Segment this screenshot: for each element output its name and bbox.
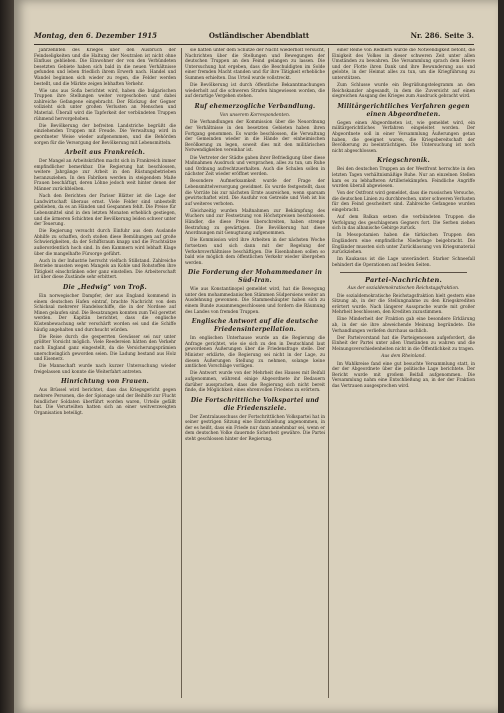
- article-paragraph: sie hatten unter dem Schutze der Nacht wiederholt versucht, Nachrichten über die Stellungen und Bewegungen der deutschen Truppen an den Feind gelangen zu lassen. Die Untersuchung hat ergeben, dass die Beschuldigten im Solde einer fremden Macht standen und für ihre Tätigkeit erhebliche Summen erhielten. Das Urteil wurde vollstreckt.: [185, 48, 325, 81]
- issue-number: Nr. 286. Seite 3.: [410, 31, 474, 40]
- article-paragraph: Auf dem Balkan setzen die verbündeten Truppen die Verfolgung des geschlagenen Gegners fort. Die Serben ziehen sich in das albanische Gebirge zurück.: [332, 215, 475, 232]
- article-paragraph: Die sozialdemokratische Reichstagsfraktion hielt gestern eine Sitzung ab, in der die Stellungnahme zu den Kriegskrediten erörtert wurde. Nach längerer Aussprache wurde mit großer Mehrheit beschlossen, den Krediten zuzustimmen.: [332, 293, 475, 316]
- article-paragraph: Die Kommission wird ihre Arbeiten in der nächsten Woche fortsetzen und sich dann mit der Regelung der Verkehrsverhältnisse beschäftigen. Die Eisenbahnen sollen so bald wie möglich dem öffentlichen Verkehr wieder übergeben werden.: [185, 238, 325, 266]
- article-paragraph: Die Bevölkerung ist durch öffentliche Bekanntmachungen wiederholt auf die schweren Strafen hingewiesen worden, die auf derartige Vergehen stehen.: [185, 83, 325, 100]
- article-paragraph: Die Verhandlungen der Kommission über die Neuordnung der Verhältnisse in den besetzten Gebieten haben ihren Fortgang genommen. Es wurde beschlossen, die Verwaltung der Gemeinden wieder in die Hände der einheimischen Bevölkerung zu legen, soweit dies mit den militärischen Notwendigkeiten vereinbar ist.: [185, 120, 325, 154]
- article-paragraph: Im Wahlkreise fand eine gut besuchte Versammlung statt, in der der Abgeordnete über die politische Lage berichtete. Der Bericht wurde mit großem Beifall aufgenommen. Die Versammlung nahm eine Entschließung an, in der der Fraktion das Vertrauen ausgesprochen wird.: [332, 361, 475, 389]
- column-2: [181, 48, 325, 698]
- article-paragraph: Im Kaukasus ist die Lage unverändert. Starker Schneefall behindert die Operationen auf beiden Seiten.: [332, 257, 475, 268]
- column-3: [328, 48, 475, 698]
- article-paragraph: Jahrzehnten des Krieges über den Ausbruch der Feindseligkeiten und die Haltung der Neutralen ist nicht ohne Einfluss geblieben. Die Einwohner der von den Verbündeten besetzten Gebiete haben sich bald in die neuen Verhältnisse gefunden und leben friedlich ihrem Erwerb nach. Handel und Wandel beginnen sich wieder zu regen, die Felder werden bestellt, und die Märkte zeigen lebhaften Verkehr.: [34, 48, 176, 87]
- article-paragraph: Wie uns aus Sofia berichtet wird, haben die bulgarischen Truppen ihre Stellungen weiter vorgeschoben und dabei zahlreiche Gefangene eingebracht. Der Rückzug der Gegner vollzieht sich unter großen Verlusten an Menschen und Material. Überall wird die Tapferkeit der verbündeten Truppen rühmend hervorgehoben.: [34, 88, 176, 122]
- article-paragraph: Bei den deutschen Truppen an der Westfront herrschte in den letzten Tagen verhältnismäßige Ruhe. Nur an einzelnen Stellen kam es zu lebhafteren Artilleriekämpfen. Feindliche Angriffe wurden überall abgewiesen.: [332, 167, 475, 190]
- article-paragraph: Die Bevölkerung der befreiten Landstriche begrüßt die einziehenden Truppen mit Freude. Die Verwaltung wird in geordneter Weise wieder aufgenommen, und die Behörden sorgen für die Versorgung der Bevölkerung mit Lebensmitteln.: [34, 123, 176, 146]
- paper-title: Ostländischer Abendblatt: [208, 31, 310, 40]
- article-paragraph: Eine Minderheit der Fraktion gab eine besondere Erklärung ab, in der sie ihre abweichende Meinung begründete. Die Verhandlungen verliefen durchaus sachlich.: [332, 317, 475, 334]
- article-paragraph: Die Antwort wurde von der Mehrheit des Hauses mit Beifall aufgenommen, während einige Abgeordnete ihr Bedauern darüber aussprachen, dass die Regierung sich nicht bereit finde, die Möglichkeit eines ehrenvollen Friedens zu erörtern.: [185, 371, 325, 394]
- article-paragraph: Aus Brüssel wird berichtet, dass das Kriegsgericht gegen mehrere Personen, die der Spionage und der Beihilfe zur Flucht feindlicher Soldaten überführt worden waren, Urteile gefällt hat. Die Verurteilten hatten sich an einer weitverzweigten Organisation beteiligt.: [34, 388, 176, 416]
- issue-date: Montag, den 6. Dezember 1915: [34, 31, 157, 40]
- article-paragraph: In Mesopotamien haben die türkischen Truppen den Engländern eine empfindliche Niederlage beigebracht. Die Engländer mussten sich unter Zurücklassung von Kriegsmaterial zurückziehen.: [332, 233, 475, 256]
- article-headline: Militärgerichtliches Verfahren gegen einen Abgeordneten.: [337, 102, 470, 118]
- article-headline: Ruf ehemerzogliche Verbandlung.: [194, 102, 316, 110]
- article-paragraph: Gleichzeitig wurden Maßnahmen zur Bekämpfung des Wuchers und zur Festsetzung von Höchstpreisen beschlossen. Händler, die diese Preise überschreiten, haben strenge Bestrafung zu gewärtigen. Die Bevölkerung hat diese Anordnungen mit Genugtuung aufgenommen.: [185, 208, 325, 237]
- article-paragraph: Der Mangel an Arbeitskräften macht sich in Frankreich immer empfindlicher bemerkbar. Die Regierung hat beschlossen, weitere Jahrgänge zur Arbeit in den Rüstungsbetrieben heranzuziehen. In den Fabriken werden in steigendem Maße Frauen beschäftigt, deren Löhne jedoch weit hinter denen der Männer zurückbleiben.: [34, 159, 176, 193]
- article-headline: Die Fortschrittliche Volkspartei und die Friedensziele.: [190, 396, 320, 412]
- article-subheadline: Von unserem Korrespondenten.: [219, 112, 291, 118]
- column-1: [34, 48, 176, 698]
- section-divider: [340, 272, 467, 273]
- masthead: [34, 30, 474, 45]
- article-paragraph: Im englischen Unterhause wurde an die Regierung die Anfrage gerichtet, wie sie sich zu den in Deutschland laut gewordenen Äußerungen über die Friedensfrage stelle. Der Minister erklärte, die Regierung sei nicht in der Lage, zu diesen Äußerungen Stellung zu nehmen, solange keine amtlichen Vorschläge vorlägen.: [185, 336, 325, 370]
- article-paragraph: Die Regierung versucht durch Einfuhr aus dem Auslande Abhilfe zu schaffen, doch stoßen diese Bemühungen auf große Schwierigkeiten, da der Schiffsraum knapp und die Frachtsätze außerordentlich hoch sind. In den Kammern wird lebhaft Klage über die mangelhafte Fürsorge geführt.: [34, 229, 176, 257]
- article-paragraph: Gegen einen Abgeordneten ist, wie gemeldet wird, ein militärgerichtliches Verfahren eingeleitet worden. Der Abgeordnete soll in einer Versammlung Äußerungen getan haben, die geeignet waren, die Kriegsbereitschaft der Bevölkerung zu beeinträchtigen. Die Untersuchung ist noch nicht abgeschlossen.: [332, 120, 475, 154]
- article-paragraph: Wie aus Konstantinopel gemeldet wird, hat die Bewegung unter den mohammedanischen Stämmen Südpersiens weiter an Ausdehnung gewonnen. Die Stammeshäupter haben sich zu einem Bunde zusammengeschlossen und fordern die Räumung des Landes von fremden Truppen.: [185, 287, 325, 315]
- article-headline: Englische Antwort auf die deutsche Friedensinterpellation.: [191, 318, 319, 334]
- article-paragraph: Die Vertreter der Städte gaben ihrer Befriedigung über diese Maßnahmen Ausdruck und versprachen, alles zu tun, um Ruhe und Ordnung aufrechtzuerhalten. Auch die Schulen sollen in nächster Zeit wieder eröffnet werden.: [185, 155, 325, 178]
- article-subheadline: Aus dem Rheinland.: [381, 353, 426, 359]
- article-paragraph: Die Mannschaft wurde nach kurzer Untersuchung wieder freigelassen und konnte die Weiterfahrt antreten.: [34, 364, 176, 375]
- article-paragraph: Der Parteivorstand hat die Parteigenossen aufgefordert, die Einheit der Partei unter allen Umständen zu wahren und die Meinungsverschiedenheiten nicht in die Öffentlichkeit zu tragen.: [332, 335, 475, 352]
- article-paragraph: Von der Ostfront wird gemeldet, dass die russischen Versuche, die deutschen Linien zu durchbrechen, unter schweren Verlusten für den Feind gescheitert sind. Zahlreiche Gefangene wurden eingebracht.: [332, 191, 475, 214]
- article-paragraph: Auch in der Industrie herrscht vielfach Stillstand. Zahlreiche Betriebe mussten wegen Mangels an Kohle und Rohstoffen ihre Tätigkeit einschränken oder ganz einstellen. Die Arbeiterschaft ist über diese Zustände sehr erbittert.: [34, 258, 176, 281]
- article-subheadline: Aus der sozialdemokratischen Reichstagsfraktion.: [347, 285, 460, 291]
- article-paragraph: einer Reihe von Rednern wurde die Notwendigkeit betont, die Einigkeit des Volkes in dieser schweren Zeit unter allen Umständen zu bewahren. Die Versammlung sprach dem Heere und der Flotte ihren Dank und ihre Bewunderung aus und gelobte, in der Heimat alles zu tun, um die Kriegführung zu unterstützen.: [332, 48, 475, 81]
- article-headline: Hinrichtung von Frauen.: [61, 378, 149, 386]
- book-spine: [0, 0, 14, 713]
- article-paragraph: Ein norwegischer Dampfer, der aus England kommend in einem deutschen Hafen eintraf, brachte Nachricht von dem Schicksal mehrerer Handelsschiffe, die in der Nordsee auf Minen gelaufen sind. Die Besatzungen konnten zum Teil gerettet werden. Der Kapitän berichtet, dass die englische Küstenbewachung sehr verschärft worden sei und die Schiffe häufig angehalten und durchsucht würden.: [34, 294, 176, 333]
- article-headline: Die Forderung der Mohammedaner in Süd-Iran.: [187, 269, 323, 285]
- article-paragraph: Der Zentralausschuss der Fortschrittlichen Volkspartei hat in seiner gestrigen Sitzung eine Entschließung angenommen, in der es heißt, dass ein Friede nur dann annehmbar sei, wenn er dem deutschen Volke dauernde Sicherheit gewähre. Die Partei steht geschlossen hinter der Regierung.: [185, 414, 325, 443]
- article-paragraph: Die Reise durch die gesperrten Gewässer sei nur unter größter Vorsicht möglich. Viele Reedereien hätten den Verkehr nach England ganz eingestellt, da die Versicherungsprämien unerschwinglich geworden seien. Die Ladung bestand aus Holz und Eisenerz.: [34, 334, 176, 363]
- article-headline: Arbeit aus Frankreich.: [64, 149, 146, 157]
- article-paragraph: Zum Schlusse wurde ein Begrüßungstelegramm an den Reichskanzler abgesandt, in dem die Zuversicht auf einen siegreichen Ausgang des Krieges zum Ausdruck gebracht wird.: [332, 83, 475, 100]
- article-headline: Kriegschronik.: [377, 157, 430, 165]
- article-headline: Partei-Nachrichten.: [364, 275, 443, 284]
- article-paragraph: Besondere Aufmerksamkeit wurde der Frage der Lebensmittelversorgung gewidmet. Es wurde festgestellt, dass die Vorräte bis zur nächsten Ernte ausreichen, wenn sparsam gewirtschaftet wird. Die Ausfuhr von Getreide und Vieh ist bis auf weiteres verboten.: [185, 179, 325, 207]
- article-paragraph: Nach den Berichten der Pariser Blätter ist die Lage der Landwirtschaft überaus ernst. Viele Felder sind unbestellt geblieben, da es an Händen und Gespannen fehlt. Die Preise für Lebensmittel sind in den letzten Monaten erheblich gestiegen, und die ärmeren Schichten der Bevölkerung leiden schwer unter der Teuerung.: [34, 194, 176, 228]
- article-headline: Die „Hedwig“ von Troß.: [63, 284, 147, 292]
